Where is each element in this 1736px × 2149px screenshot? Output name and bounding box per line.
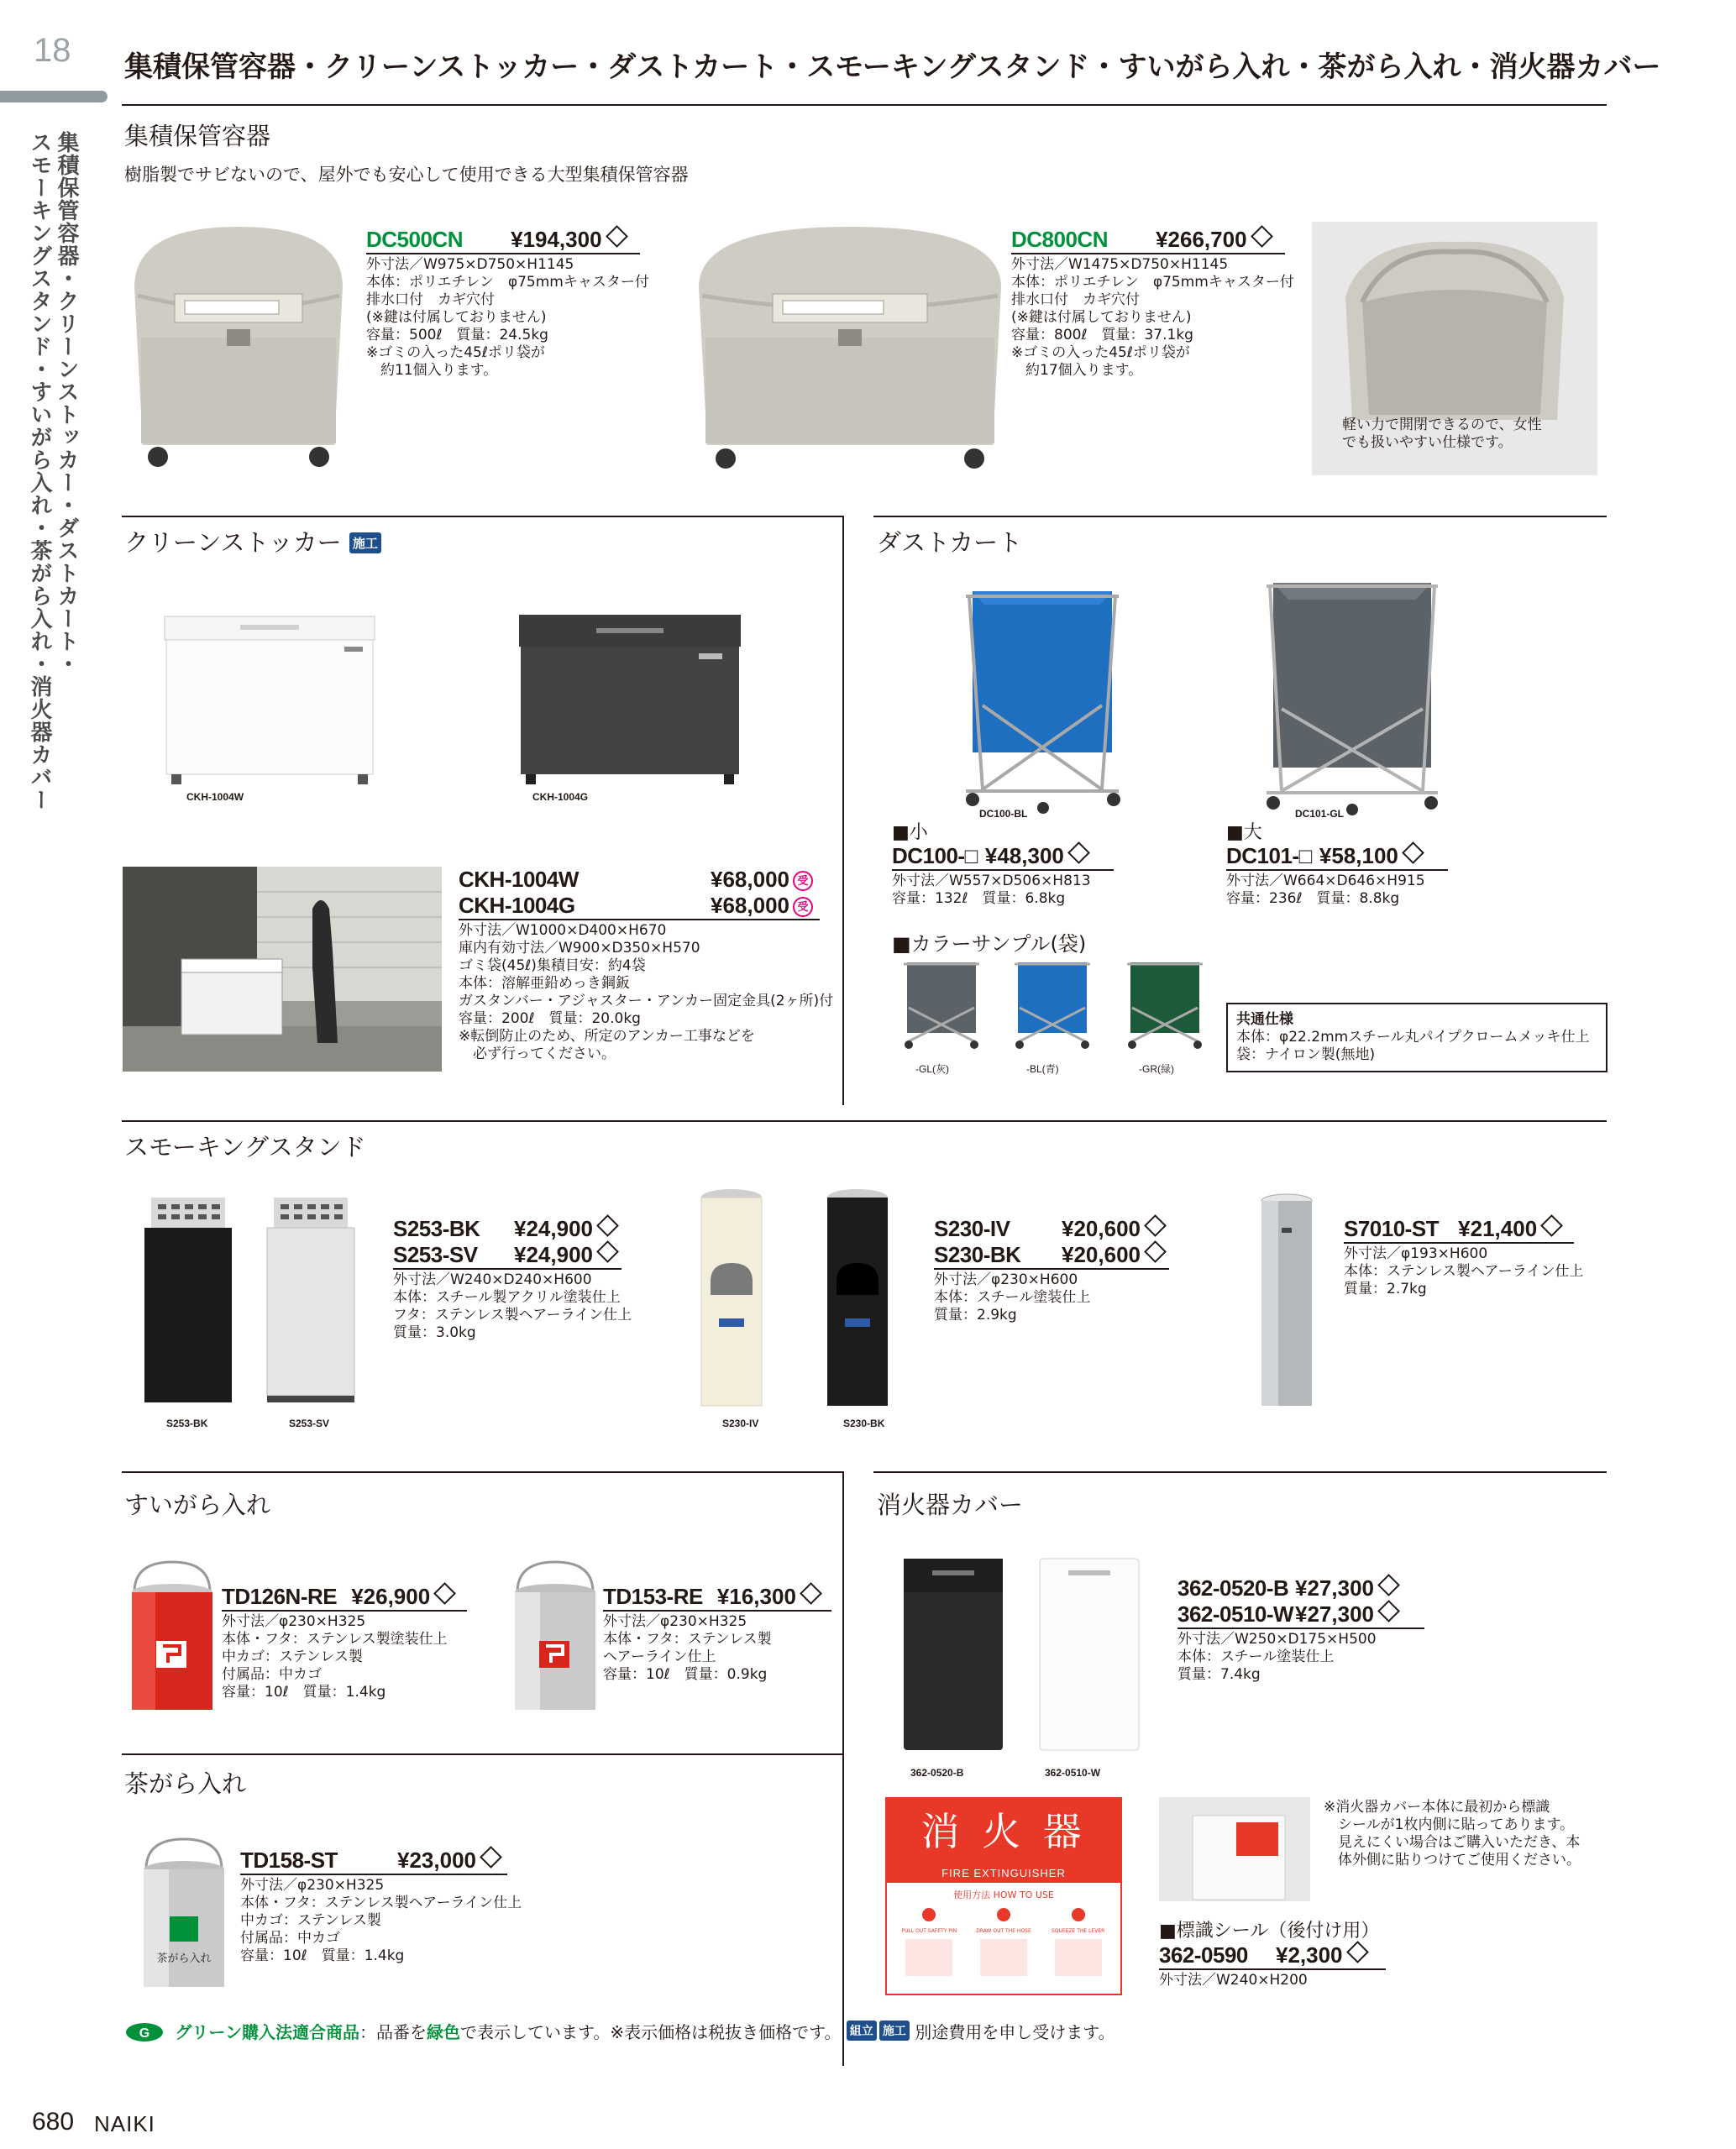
s230-bk-name: S230-BK bbox=[934, 1242, 1021, 1267]
mid-vrule-bottom bbox=[842, 1471, 844, 2066]
assembly-badge: 組立 bbox=[847, 2021, 877, 2041]
fire-cover-specs: 外寸法／W250×D175×H500 本体：スチール塗装仕上 質量：7.4kg bbox=[1177, 1631, 1377, 1683]
dc500cn-specs: 外寸法／W975×D750×H1145 本体：ポリエチレン φ75mmキャスター付 排水口付 カギ穴付 (※鍵は付属しておりません) 容量：500ℓ 質量：24.5kg ※ゴミの入った45ℓポリ袋が 約11個入ります。 bbox=[366, 256, 649, 379]
362-0520-b-name: 362-0520-B bbox=[1177, 1575, 1289, 1601]
s7010-name: S7010-ST bbox=[1344, 1216, 1440, 1241]
chagara-rule bbox=[122, 1753, 842, 1755]
s253-bk-caption: S253-BK bbox=[166, 1418, 208, 1429]
dc500cn-price: ¥194,300 bbox=[511, 227, 602, 252]
sign-steps: PULL OUT SAFETY PIN DRAW OUT THE HOSE SQUEEZE THE LEVER bbox=[887, 1908, 1120, 1976]
td126n-re-image bbox=[121, 1559, 223, 1718]
ckh-1004w-price: ¥68,000 受 bbox=[711, 867, 813, 893]
green-label: グリーン購入法適合商品 bbox=[175, 2022, 359, 2042]
dc101-gl-image bbox=[1251, 566, 1453, 818]
td126n-name: TD126N-RE bbox=[222, 1584, 338, 1609]
section-title-shuseki: 集積保管容器 bbox=[124, 122, 271, 150]
svg-text:G: G bbox=[139, 2026, 150, 2041]
fire-sign-sticker bbox=[885, 1797, 1122, 1995]
362-0520-b-price: ¥27,300 bbox=[1295, 1575, 1397, 1601]
s253-block bbox=[393, 1216, 632, 1342]
s253-bk-image bbox=[138, 1191, 239, 1409]
diamond-icon bbox=[596, 1214, 619, 1237]
section-desc-shuseki: 樹脂製でサビないので、屋外でも安心して使用できる大型集積保管容器 bbox=[124, 165, 689, 185]
diamond-icon bbox=[433, 1582, 456, 1605]
order-icon: 受 bbox=[793, 897, 813, 917]
sample-bl-caption: -BL(青) bbox=[1026, 1063, 1059, 1075]
362-0520-b-image bbox=[899, 1554, 1008, 1755]
diamond-icon bbox=[800, 1582, 822, 1605]
install-badge-footer: 施工 bbox=[879, 2021, 910, 2041]
s253-sv-price: ¥24,900 bbox=[514, 1242, 616, 1268]
dc100-bl-image bbox=[949, 579, 1135, 815]
ckh-1004w-caption: CKH-1004W bbox=[186, 791, 244, 803]
section-title-chagara: 茶がら入れ bbox=[124, 1769, 247, 1798]
dc500cn-block bbox=[366, 227, 649, 380]
can-label: 茶がら入れ bbox=[156, 1952, 212, 1965]
ckh-1004g-name: CKH-1004G bbox=[459, 893, 575, 918]
sign-howto: 使用方法 HOW TO USE bbox=[953, 1890, 1054, 1900]
sample-gl-image bbox=[897, 957, 986, 1051]
s230-bk-image bbox=[820, 1184, 895, 1411]
diamond-icon bbox=[1402, 841, 1424, 864]
s230-block bbox=[934, 1216, 1169, 1324]
dc101-gl-caption: DC101-GL bbox=[1295, 808, 1345, 820]
common-spec-box: 共通仕様 本体：φ22.2mmスチール丸パイプクロームメッキ仕上 袋：ナイロン製(無地) bbox=[1226, 1003, 1608, 1072]
side-index-col2: スモーキングスタンド・すいがら入れ・茶がら入れ・消火器カバー bbox=[27, 131, 52, 811]
ckh-block bbox=[459, 867, 833, 1063]
s7010-specs: 外寸法／φ193×H600 本体：ステンレス製ヘアーライン仕上 質量：2.7kg bbox=[1344, 1245, 1584, 1297]
page-number-top: 18 bbox=[34, 32, 71, 69]
section-title-smoking: スモーキングスタンド bbox=[124, 1133, 366, 1161]
dc101-price: ¥58,100 bbox=[1319, 843, 1398, 868]
ckh-installation-photo bbox=[123, 867, 442, 1072]
clean-rule bbox=[122, 516, 842, 517]
td158-block bbox=[240, 1848, 522, 1965]
dc800cn-specs: 外寸法／W1475×D750×H1145 本体：ポリエチレン φ75mmキャスター付 排水口付 カギ穴付 (※鍵は付属しておりません) 容量：800ℓ 質量：37.1kg ※ゴミの入った45ℓポリ袋が 約17個入ります。 bbox=[1011, 256, 1294, 379]
dc100-price: ¥48,300 bbox=[984, 843, 1064, 868]
dc101-block bbox=[1226, 823, 1448, 908]
diamond-icon bbox=[1067, 841, 1090, 864]
s253-bk-price: ¥24,900 bbox=[514, 1216, 616, 1242]
section-title-fire: 消火器カバー bbox=[877, 1491, 1024, 1519]
dc100-size: ■小 bbox=[892, 822, 928, 843]
td158-price: ¥23,000 bbox=[397, 1848, 476, 1873]
section-title-dust: ダストカート bbox=[877, 528, 1023, 557]
seal-spec: 外寸法／W240×H200 bbox=[1159, 1972, 1308, 1989]
side-index-col1: 集積保管容器・クリーンストッカー・ダストカート・ bbox=[54, 131, 79, 675]
diamond-icon bbox=[1377, 1574, 1400, 1596]
dc800cn-price: ¥266,700 bbox=[1156, 227, 1247, 252]
dust-rule bbox=[873, 516, 1607, 517]
diamond-icon bbox=[1346, 1941, 1369, 1963]
diamond-icon bbox=[596, 1240, 619, 1263]
mid-vrule-top bbox=[842, 516, 844, 1105]
dc800cn-image bbox=[689, 220, 1011, 472]
sample-gr-caption: -GR(緑) bbox=[1139, 1063, 1174, 1075]
s230-iv-price: ¥20,600 bbox=[1062, 1216, 1163, 1242]
s230-iv-name: S230-IV bbox=[934, 1216, 1010, 1241]
open-lid-image bbox=[1312, 222, 1597, 423]
dc101-name: DC101-□ bbox=[1226, 843, 1312, 868]
smoking-rule bbox=[122, 1120, 1607, 1122]
dc100-specs: 外寸法／W557×D506×H813 容量：132ℓ 質量：6.8kg bbox=[892, 873, 1091, 907]
td153-specs: 外寸法／φ230×H325 本体・フタ：ステンレス製 ヘアーライン仕上 容量：10ℓ 質量：0.9kg bbox=[603, 1613, 772, 1683]
dc500cn-image bbox=[124, 220, 353, 472]
td153-name: TD153-RE bbox=[603, 1584, 703, 1609]
td158-specs: 外寸法／φ230×H325 本体・フタ：ステンレス製ヘアーライン仕上 中カゴ：ステンレス製 付属品：中カゴ 容量：10ℓ 質量：1.4kg bbox=[240, 1877, 522, 1964]
sign-en: FIRE EXTINGUISHER bbox=[887, 1864, 1120, 1883]
page-number-bottom: 680 bbox=[32, 2108, 75, 2136]
sample-bl-image bbox=[1008, 957, 1097, 1051]
diamond-icon bbox=[606, 225, 628, 248]
s253-sv-caption: S253-SV bbox=[289, 1418, 330, 1429]
step3-icon bbox=[1055, 1939, 1102, 1976]
td126n-specs: 外寸法／φ230×H325 本体・フタ：ステンレス製塗装仕上 中カゴ：ステンレス製 付属品：中カゴ 容量：10ℓ 質量：1.4kg bbox=[222, 1613, 448, 1701]
td158-name: TD158-ST bbox=[240, 1848, 338, 1873]
sign-title: 消 火 器 bbox=[887, 1799, 1120, 1864]
s7010-st-image bbox=[1253, 1191, 1320, 1409]
s230-bk-caption: S230-BK bbox=[843, 1418, 885, 1429]
td153-block bbox=[603, 1584, 831, 1684]
diamond-icon bbox=[1144, 1240, 1167, 1263]
open-lid-photo bbox=[1312, 222, 1597, 475]
seal-title: ■標識シール（後付け用） bbox=[1159, 1921, 1380, 1942]
dc100-name: DC100-□ bbox=[892, 843, 978, 868]
td153-re-image bbox=[504, 1559, 606, 1718]
s253-sv-image bbox=[260, 1191, 361, 1409]
ckh-1004g-price: ¥68,000 受 bbox=[711, 893, 813, 919]
step2-icon bbox=[980, 1939, 1027, 1976]
section-title-clean: クリーンストッカー 施工 bbox=[124, 524, 381, 558]
install-badge: 施工 bbox=[349, 532, 381, 553]
s230-specs: 外寸法／φ230×H600 本体：スチール塗装仕上 質量：2.9kg bbox=[934, 1271, 1091, 1323]
dc800cn-block bbox=[1011, 227, 1294, 380]
page-title: 集積保管容器・クリーンストッカー・ダストカート・スモーキングスタンド・すいがら入れ・茶がら入れ・消火器カバー bbox=[124, 50, 1661, 84]
diamond-icon bbox=[1540, 1214, 1563, 1237]
dc800cn-name: DC800CN bbox=[1011, 227, 1108, 252]
s253-bk-name: S253-BK bbox=[393, 1216, 480, 1241]
362-0510-w-price: ¥27,300 bbox=[1295, 1601, 1397, 1627]
step1-icon bbox=[905, 1939, 952, 1976]
td153-price: ¥16,300 bbox=[716, 1584, 796, 1609]
color-sample-title: ■カラーサンプル(袋) bbox=[892, 932, 1087, 956]
diamond-icon bbox=[1251, 225, 1273, 248]
section-title-suigara: すいがら入れ bbox=[124, 1491, 271, 1519]
362-0510-w-caption: 362-0510-W bbox=[1045, 1767, 1101, 1779]
fire-rule bbox=[873, 1471, 1607, 1473]
s230-iv-caption: S230-IV bbox=[722, 1418, 759, 1429]
index-tab-bar bbox=[0, 91, 108, 102]
dc100-bl-caption: DC100-BL bbox=[979, 808, 1028, 820]
brand-name: NAIKI bbox=[94, 2111, 155, 2136]
green-purchase-icon bbox=[124, 2021, 170, 2043]
seal-name: 362-0590 bbox=[1159, 1942, 1248, 1968]
362-0510-w-name: 362-0510-W bbox=[1177, 1601, 1294, 1627]
sample-gr-image bbox=[1120, 957, 1209, 1051]
footer-note: G グリーン購入法適合商品：品番を緑色で表示しています。※表示価格は税抜き価格です。 組立 施工 別途費用を申し受けます。 bbox=[124, 2019, 1115, 2043]
dc100-block bbox=[892, 823, 1114, 908]
order-icon: 受 bbox=[793, 871, 813, 891]
ckh-1004g-image bbox=[514, 610, 746, 788]
dc101-size: ■大 bbox=[1226, 822, 1262, 843]
header-rule bbox=[122, 104, 1607, 106]
s253-sv-name: S253-SV bbox=[393, 1242, 478, 1267]
seal-price: ¥2,300 bbox=[1275, 1942, 1343, 1968]
s253-specs: 外寸法／W240×D240×H600 本体：スチール製アクリル塗装仕上 フタ：ステンレス製ヘアーライン仕上 質量：3.0kg bbox=[393, 1271, 632, 1341]
diamond-icon bbox=[480, 1846, 502, 1869]
s230-iv-image bbox=[694, 1184, 769, 1411]
inner-sticker-photo bbox=[1159, 1797, 1310, 1901]
ckh-specs: 外寸法／W1000×D400×H670 庫内有効寸法／W900×D350×H570 ゴミ袋(45ℓ)集積目安：約4袋 本体：溶解亜鉛めっき鋼鈑 ガスタンバー・アジャスター・アンカー固定金具(2ヶ所)付 容量：200ℓ 質量：20.0kg ※転倒防止のため、所定のアンカー工事などを 必ず行ってください。 bbox=[459, 922, 834, 1062]
seal-block bbox=[1159, 1916, 1386, 1989]
diamond-icon bbox=[1144, 1214, 1167, 1237]
sample-gl-caption: -GL(灰) bbox=[915, 1063, 949, 1075]
s230-bk-price: ¥20,600 bbox=[1062, 1242, 1163, 1268]
diamond-icon bbox=[1377, 1600, 1400, 1622]
td126n-block bbox=[222, 1584, 467, 1701]
dc101-specs: 外寸法／W664×D646×H915 容量：236ℓ 質量：8.8kg bbox=[1226, 873, 1425, 907]
ckh-1004g-caption: CKH-1004G bbox=[532, 791, 589, 803]
dc500cn-name: DC500CN bbox=[366, 227, 463, 252]
362-0520-b-caption: 362-0520-B bbox=[910, 1767, 964, 1779]
ckh-1004w-name: CKH-1004W bbox=[459, 867, 579, 892]
inner-sticker-note: ※消火器カバー本体に最初から標識 シールが1枚内側に貼ってあります。 見えにくい場合はご購入いただき、本 体外側に貼りつけてご使用ください。 bbox=[1324, 1799, 1581, 1869]
362-0510-w-image bbox=[1035, 1554, 1144, 1755]
ckh-1004w-image bbox=[160, 605, 380, 788]
s7010-block bbox=[1344, 1216, 1583, 1298]
suigara-rule bbox=[122, 1471, 842, 1473]
inner-sticker-image bbox=[1159, 1797, 1310, 1901]
fire-cover-block bbox=[1177, 1575, 1424, 1684]
s7010-price: ¥21,400 bbox=[1458, 1216, 1538, 1241]
open-lid-note: 軽い力で開閉できるので、女性 でも扱いやすい仕様です。 bbox=[1342, 417, 1542, 451]
td126n-price: ¥26,900 bbox=[351, 1584, 431, 1609]
td158-st-image bbox=[133, 1836, 235, 1995]
